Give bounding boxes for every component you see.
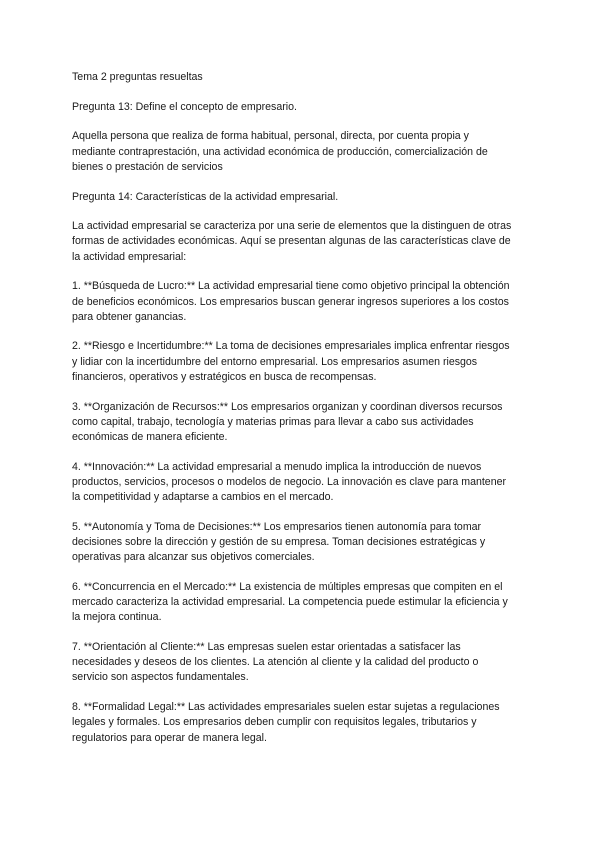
question-14: Pregunta 14: Características de la actividad empresarial. bbox=[72, 190, 339, 203]
characteristic-item: 6. **Concurrencia en el Mercado:** La existencia de múltiples empresas que compiten en el mercado caracteriza la actividad empresarial. La competencia puede estimular la eficiencia y la mejora continua. bbox=[72, 580, 508, 624]
characteristic-item: 1. **Búsqueda de Lucro:** La actividad empresarial tiene como objetivo principal la obtención de beneficios económicos. Los empresarios buscan generar ingresos superiores a los costos para obtener ganancias. bbox=[72, 280, 510, 323]
characteristic-item: 8. **Formalidad Legal:** Las actividades empresariales suelen estar sujetas a regulaciones legales y formales. Los empresarios deben cumplir con requisitos legales, tributarios y regulatorios para operar de manera legal. bbox=[72, 701, 500, 744]
characteristic-item: 7. **Orientación al Cliente:** Las empresas suelen estar orientadas a satisfacer las necesidades y deseos de los clientes. La atención al cliente y la calidad del producto o servicio son aspectos fundamentales. bbox=[72, 640, 479, 684]
characteristic-item: 5. **Autonomía y Toma de Decisiones:** Los empresarios tienen autonomía para tomar decisiones sobre la dirección y gestión de su empresa. Toman decisiones estratégicas y operativas para alcanzar sus objetivos comerciales. bbox=[72, 520, 486, 564]
characteristic-item: 3. **Organización de Recursos:** Los empresarios organizan y coordinan diversos recursos como capital, trabajo, tecnología y materias primas para llevar a cabo sus actividades económicas de manera eficiente. bbox=[72, 400, 503, 443]
characteristic-item: 2. **Riesgo e Incertidumbre:** La toma de decisiones empresariales implica enfrentar riesgos y lidiar con la incertidumbre del entorno empresarial. Los empresarios asumen riesgos financieros, operativos y estratégicos en busca de recompensas. bbox=[72, 340, 510, 383]
document-title: Tema 2 preguntas resueltas bbox=[72, 71, 203, 83]
answer-14-intro: La actividad empresarial se caracteriza por una serie de elementos que la distinguen de otras formas de actividades económicas. Aquí se presentan algunas de las características clave de la actividad empresarial: bbox=[72, 220, 512, 263]
question-13: Pregunta 13: Define el concepto de empresario. bbox=[72, 100, 297, 113]
document-body bbox=[72, 70, 512, 760]
characteristic-item: 4. **Innovación:** La actividad empresarial a menudo implica la introducción de nuevos productos, servicios, procesos o modelos de negocio. La innovación es clave para mantener la competitividad y adaptarse a cambios en el mercado. bbox=[72, 460, 507, 504]
answer-13: Aquella persona que realiza de forma habitual, personal, directa, por cuenta propia y mediante contraprestación, una actividad económica de producción, comercialización de bienes o prestación de servicios bbox=[72, 130, 488, 173]
